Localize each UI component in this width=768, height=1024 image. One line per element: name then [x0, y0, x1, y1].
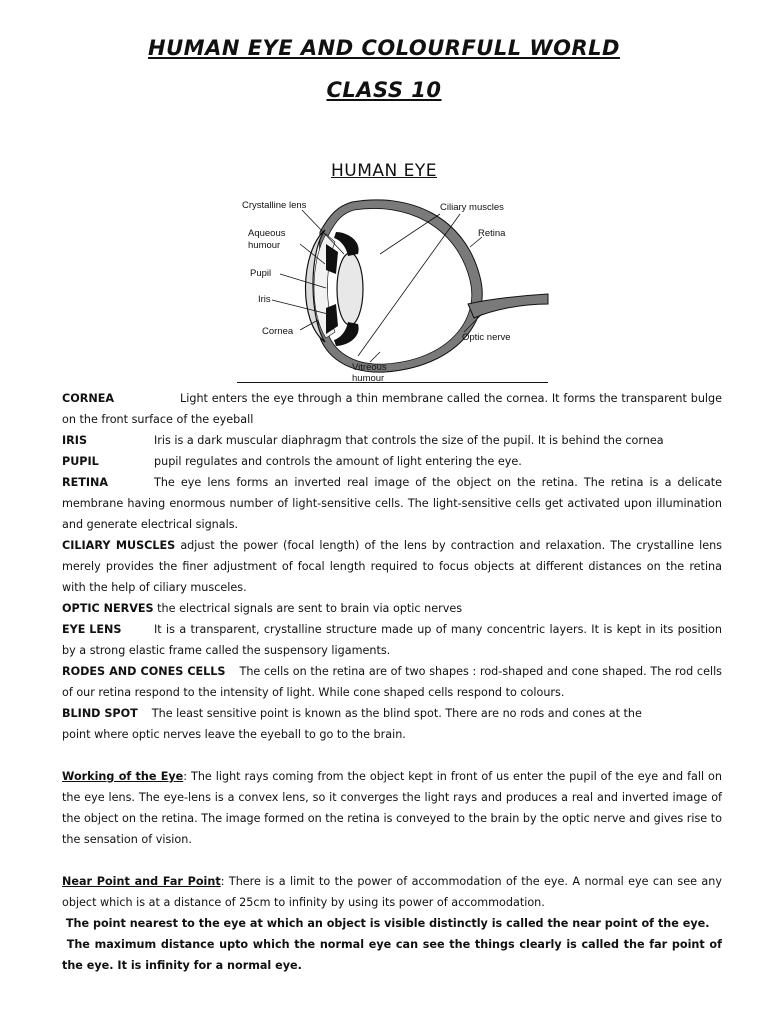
section-heading: HUMAN EYE — [330, 161, 437, 181]
human-eye-diagram — [230, 192, 550, 384]
definition-ciliary-muscles: CILIARY MUSCLES adjust the power (focal length) of the lens by contraction and relaxation. The crystalline lens merely provides the finer adjustment of focal length required to focus objects at different distances on the retina with the help of ciliary musceles. — [62, 539, 722, 594]
definition-rods-cones: RODES AND CONES CELLS The cells on the retina are of two shapes : rod-shaped and cone shaped. The rod cells of our retina respond to the intensity of light. While cone shaped cells respond to colours. — [62, 665, 723, 699]
crystalline-lens-shape — [337, 253, 363, 325]
working-of-eye: Working of the Eye: The light rays coming from the object kept in front of us enter the pupil of the eye and fall on the eye lens. The eye-lens is a convex lens, so it converges the light rays and produces a real and inverted image of the object on the retina. The image formed on the retina is conveyed to the brain by the optic nerve and gives rise to the sensation of vision. — [62, 770, 722, 846]
label-vitreous-1: Vitreous — [352, 362, 387, 373]
definition-retina: RETINA The eye lens forms an inverted real image of the object on the retina. The retina is a delicate membrane having enormous number of light-sensitive cells. The light-sensitive cells get activated upon illumination and generate electrical signals. — [62, 476, 722, 531]
label-ciliary-muscles: Ciliary muscles — [440, 202, 504, 213]
far-point-definition: The maximum distance upto which the normal eye can see the things clearly is called the far point of the eye. It is infinity for a normal eye. — [62, 938, 722, 972]
label-cornea: Cornea — [262, 326, 294, 337]
near-point-definition: The point nearest to the eye at which an object is visible distinctly is called the near point of the eye. — [65, 917, 710, 930]
definition-pupil: PUPIL pupil regulates and controls the amount of light entering the eye. — [62, 455, 522, 468]
definition-optic-nerves: OPTIC NERVES the electrical signals are sent to brain via optic nerves — [62, 602, 463, 615]
label-aqueous-1: Aqueous — [248, 228, 286, 239]
definition-blind-spot: BLIND SPOT The least sensitive point is known as the blind spot. There are no rods and cones at the point where optic nerves leave the eyeball to go to the brain. — [62, 707, 642, 741]
definition-iris: IRIS Iris is a dark muscular diaphragm that controls the size of the pupil. It is behind the cornea — [62, 434, 664, 447]
working-heading: Working of the Eye — [62, 770, 184, 783]
definition-eye-lens: EYE LENS It is a transparent, crystalline structure made up of many concentric layers. It is kept in its position by a strong elastic frame called the suspensory ligaments. — [62, 623, 722, 657]
diagram-baseline — [237, 382, 548, 383]
label-iris: Iris — [258, 294, 271, 305]
near-far-point: Near Point and Far Point: There is a limit to the power of accommodation of the eye. A normal eye can see any object which is at a distance of 25cm to infinity by using its power of accommodation. — [62, 875, 722, 909]
definition-cornea: CORNEA Light enters the eye through a thin membrane called the cornea. It forms the transparent bulge on the front surface of the eyeball — [62, 392, 722, 426]
page-subtitle: CLASS 10 — [326, 78, 442, 102]
label-aqueous-2: humour — [248, 240, 281, 251]
definitions-body — [62, 388, 722, 976]
label-pupil: Pupil — [250, 268, 272, 279]
page-title: HUMAN EYE AND COLOURFULL WORLD — [148, 36, 620, 60]
label-retina: Retina — [478, 228, 506, 239]
label-vitreous-2: humour — [352, 373, 385, 384]
label-optic-nerve: Optic nerve — [462, 332, 511, 343]
label-crystalline-lens: Crystalline lens — [242, 200, 307, 211]
near-far-heading: Near Point and Far Point — [62, 875, 221, 888]
